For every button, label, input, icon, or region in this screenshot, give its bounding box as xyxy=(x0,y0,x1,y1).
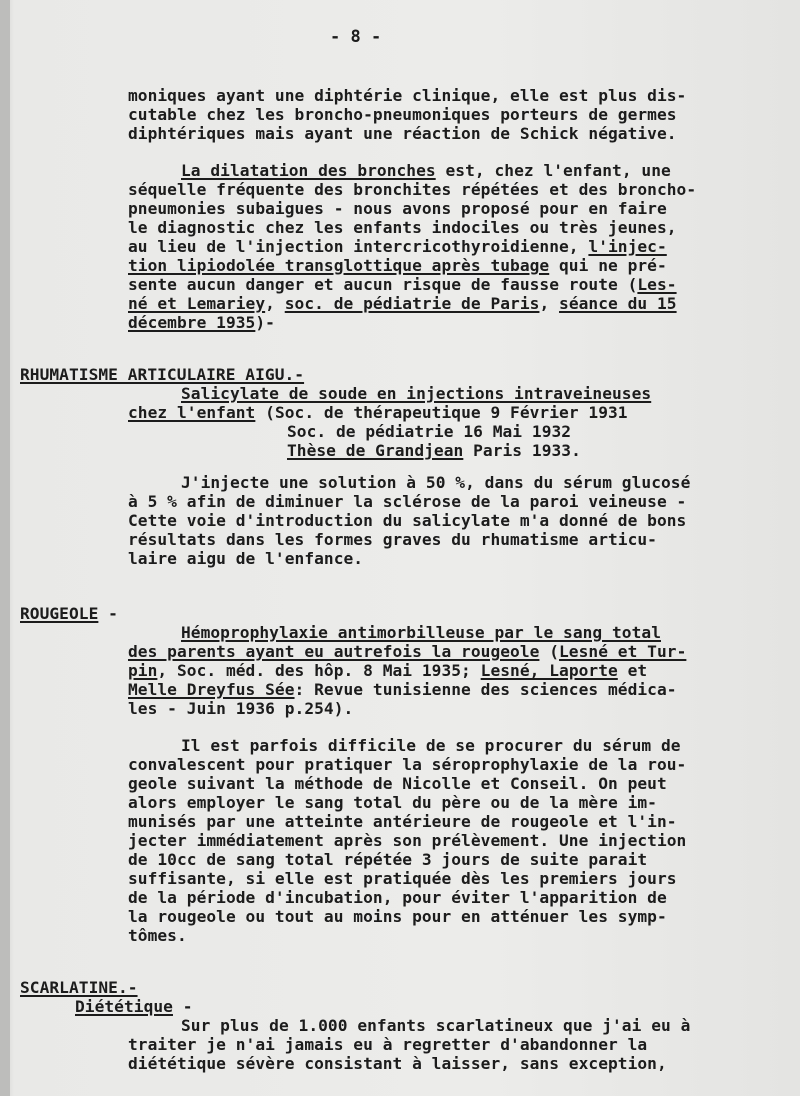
text-line: suffisante, si elle est pratiquée dès les premiers jours xyxy=(128,869,677,888)
text-line: J'injecte une solution à 50 %, dans du sérum glucosé xyxy=(181,473,691,492)
subheading: Diététique - xyxy=(75,997,193,1016)
text-line: la rougeole ou tout au moins pour en atténuer les symp- xyxy=(128,907,667,926)
text-line: né et Lemariey, soc. de pédiatrie de Paris, séance du 15 xyxy=(128,294,677,313)
text-line: au lieu de l'injection intercricothyroidienne, l'injec- xyxy=(128,237,667,256)
text-line: laire aigu de l'enfance. xyxy=(128,549,364,568)
page-number: - 8 - xyxy=(330,27,382,47)
text-line: pneumonies subaigues - nous avons proposé pour en faire xyxy=(128,199,667,218)
text-line: traiter je n'ai jamais eu à regretter d'abandonner la xyxy=(128,1035,648,1054)
section-heading: SCARLATINE.- xyxy=(20,978,138,997)
text-line: tion lipiodolée transglottique après tubage qui ne pré- xyxy=(128,256,667,275)
section-heading: RHUMATISME ARTICULAIRE AIGU.- xyxy=(20,365,305,384)
reference-line: Melle Dreyfus Sée: Revue tunisienne des sciences médica- xyxy=(128,680,677,699)
text-line: sente aucun danger et aucun risque de fausse route (Les- xyxy=(128,275,677,294)
reference-line: les - Juin 1936 p.254). xyxy=(128,699,354,718)
text-line: tômes. xyxy=(128,926,187,945)
text-line: jecter immédiatement après son prélèvement. Une injection xyxy=(128,831,687,850)
section-heading: ROUGEOLE - xyxy=(20,604,118,623)
reference-line: Hémoprophylaxie antimorbilleuse par le sang total xyxy=(181,623,661,642)
text-line: La dilatation des bronches est, chez l'enfant, une xyxy=(181,161,671,180)
reference-line: des parents ayant eu autrefois la rougeole (Lesné et Tur- xyxy=(128,642,687,661)
text-line: Sur plus de 1.000 enfants scarlatineux que j'ai eu à xyxy=(181,1016,691,1035)
reference-line: Thèse de Grandjean Paris 1933. xyxy=(287,441,581,460)
reference-line: chez l'enfant (Soc. de thérapeutique 9 Février 1931 xyxy=(128,403,628,422)
text-line: munisés par une atteinte antérieure de rougeole et l'in- xyxy=(128,812,677,831)
text-line: alors employer le sang total du père ou de la mère im- xyxy=(128,793,657,812)
scan-edge xyxy=(0,0,10,1096)
text-line: convalescent pour pratiquer la séroprophylaxie de la rou- xyxy=(128,755,687,774)
underlined-term: La dilatation des bronches xyxy=(181,161,436,180)
text-line: geole suivant la méthode de Nicolle et Conseil. On peut xyxy=(128,774,667,793)
text-line: moniques ayant une diphtérie clinique, elle est plus dis- xyxy=(128,86,687,105)
reference-line: Salicylate de soude en injections intraveineuses xyxy=(181,384,652,403)
text-line: de la période d'incubation, pour éviter l'apparition de xyxy=(128,888,667,907)
text-line: diphtériques mais ayant une réaction de Schick négative. xyxy=(128,124,677,143)
text-line: décembre 1935)- xyxy=(128,313,275,332)
reference-line: Soc. de pédiatrie 16 Mai 1932 xyxy=(287,422,572,441)
text-line: à 5 % afin de diminuer la sclérose de la paroi veineuse - xyxy=(128,492,687,511)
text-line: Cette voie d'introduction du salicylate m'a donné de bons xyxy=(128,511,687,530)
reference-line: pin, Soc. méd. des hôp. 8 Mai 1935; Lesné, Laporte et xyxy=(128,661,648,680)
text-line: résultats dans les formes graves du rhumatisme articu- xyxy=(128,530,657,549)
text-line: cutable chez les broncho-pneumoniques porteurs de germes xyxy=(128,105,677,124)
text-line: le diagnostic chez les enfants indociles ou très jeunes, xyxy=(128,218,677,237)
text-line: de 10cc de sang total répétée 3 jours de suite parait xyxy=(128,850,648,869)
text-line: Il est parfois difficile de se procurer du sérum de xyxy=(181,736,681,755)
text-line: diététique sévère consistant à laisser, sans exception, xyxy=(128,1054,667,1073)
text-line: séquelle fréquente des bronchites répétées et des broncho- xyxy=(128,180,697,199)
